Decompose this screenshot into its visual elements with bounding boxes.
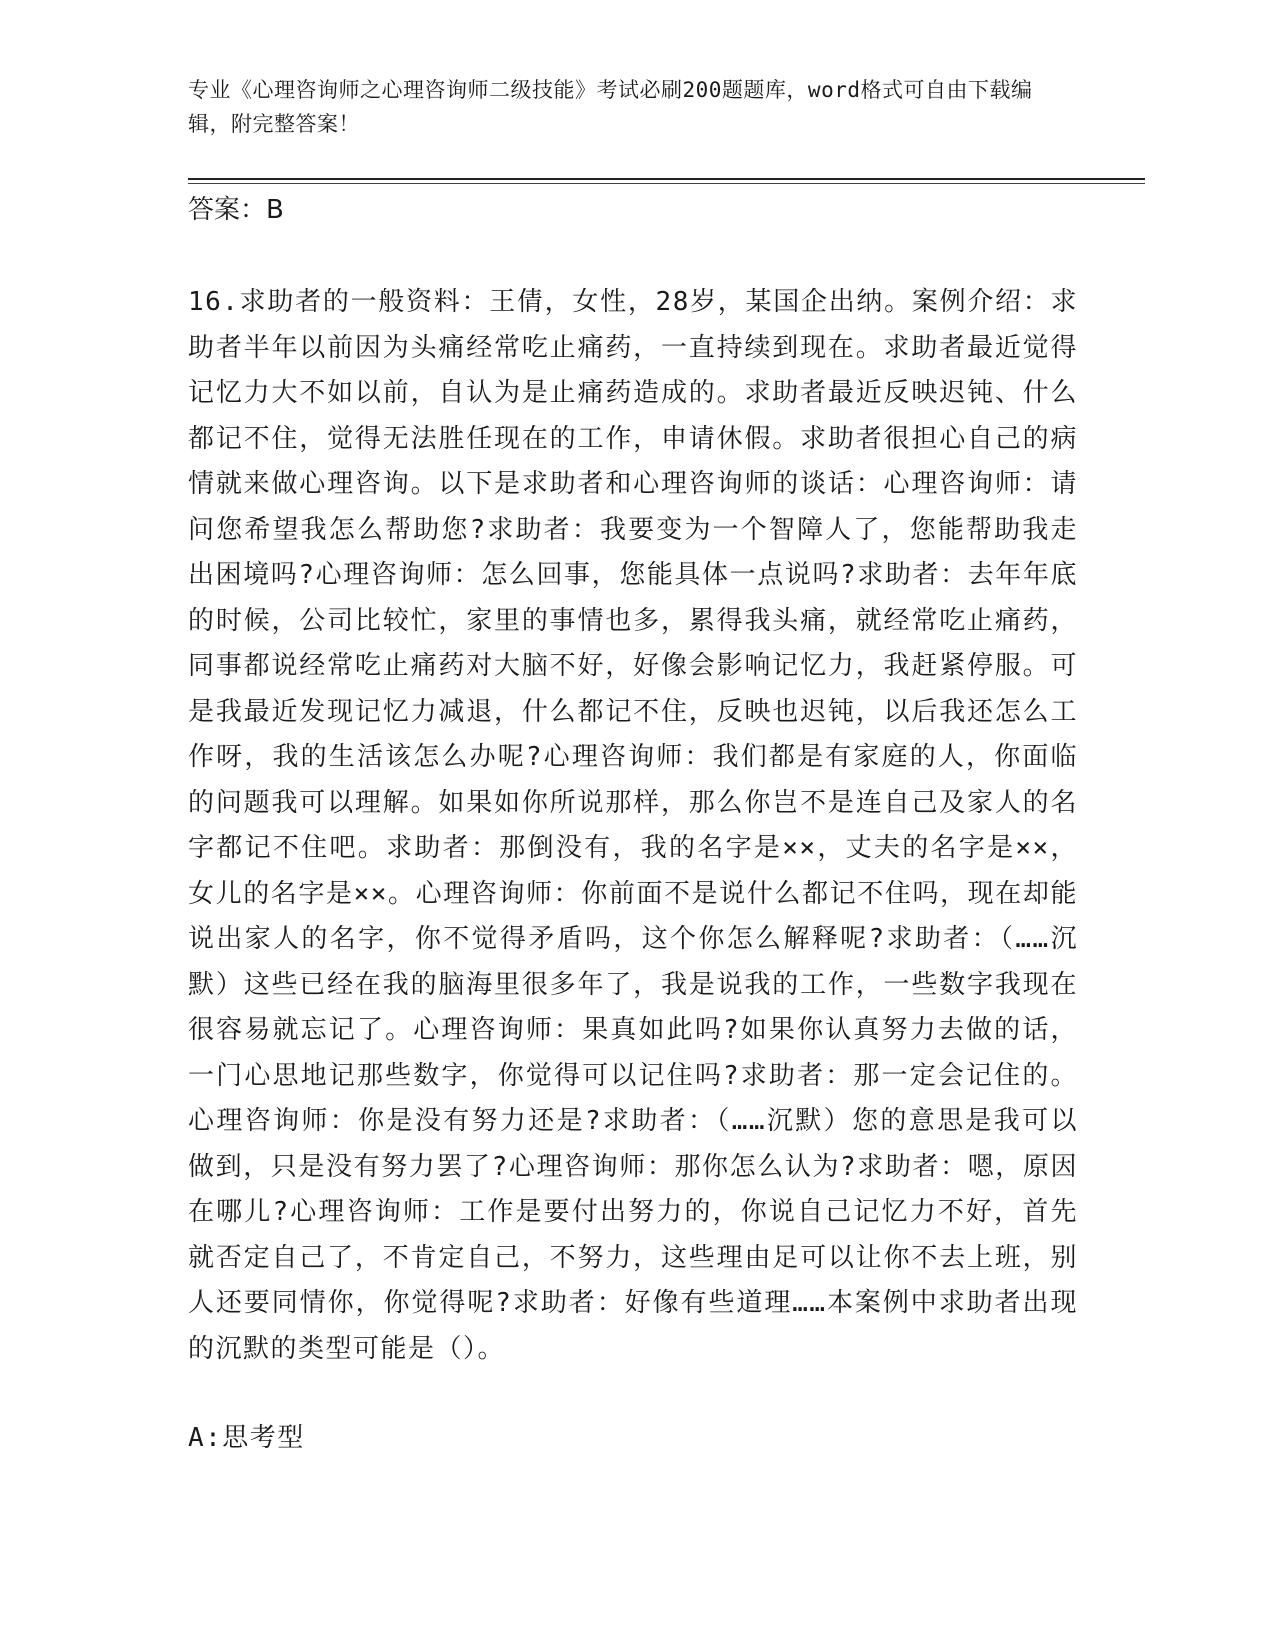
document-header: 专业《心理咨询师之心理咨询师二级技能》考试必刷200题题库，word格式可自由下载编辑，附完整答案！ xyxy=(188,78,1033,136)
header-divider-thick xyxy=(188,178,1145,180)
header-divider-thin xyxy=(188,183,1145,184)
question-text: 16.求助者的一般资料：王倩，女性，28岁，某国企出纳。案例介绍：求助者半年以前因为头痛经常吃止痛药，一直持续到现在。求助者最近觉得记忆力大不如以前，自认为是止痛药造成的。求助者最近反映迟钝、什么都记不住，觉得无法胜任现在的工作，申请休假。求助者很担心自己的病情就来做心理咨询。以下是求助者和心理咨询师的谈话：心理咨询师：请问您希望我怎么帮助您?求助者：我要变为一个智障人了，您能帮助我走出困境吗?心理咨询师：怎么回事，您能具体一点说吗?求助者：去年年底的时候，公司比较忙，家里的事情也多，累得我头痛，就经常吃止痛药，同事都说经常吃止痛药对大脑不好，好像会影响记忆力，我赶紧停服。可是我最近发现记忆力减退，什么都记不住，反映也迟钝，以后我还怎么工作呀，我的生活该怎么办呢?心理咨询师：我们都是有家庭的人，你面临的问题我可以理解。如果如你所说那样，那么你岂不是连自己及家人的名字都记不住吧。求助者：那倒没有，我的名字是××，丈夫的名字是××，女儿的名字是××。心理咨询师：你前面不是说什么都记不住吗，现在却能说出家人的名字，你不觉得矛盾吗，这个你怎么解释呢?求助者：（……沉默）这些已经在我的脑海里很多年了，我是说我的工作，一些数字我现在很容易就忘记了。心理咨询师：果真如此吗?如果你认真努力去做的话，一门心思地记那些数字，你觉得可以记住吗?求助者：那一定会记住的。心理咨询师：你是没有努力还是?求助者：（……沉默）您的意思是我可以做到，只是没有努力罢了?心理咨询师：那你怎么认为?求助者：嗯，原因在哪儿?心理咨询师：工作是要付出努力的，你说自己记忆力不好，首先就否定自己了，不肯定自己，不努力，这些理由足可以让你不去上班，别人还要同情你，你觉得呢?求助者：好像有些道理……本案例中求助者出现的沉默的类型可能是（）。 xyxy=(188,287,1078,1364)
previous-answer: 答案：B xyxy=(188,195,284,225)
option-a: A:思考型 xyxy=(188,1423,305,1453)
